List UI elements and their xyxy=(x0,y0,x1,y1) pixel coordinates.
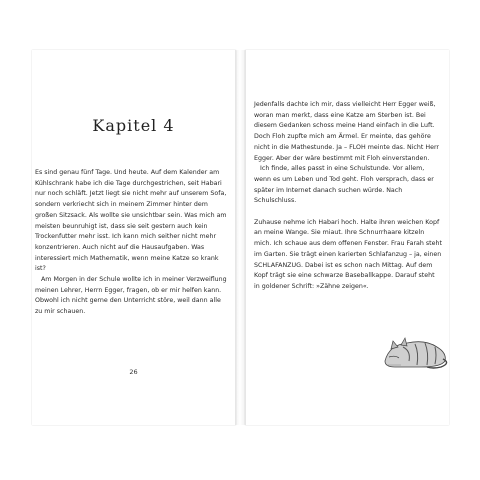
left-page xyxy=(32,50,236,425)
chapter-title: Kapitel 4 xyxy=(92,116,175,135)
right-page-text xyxy=(254,100,442,293)
paragraph: Jedenfalls dachte ich mir, dass vielleicht Herr Egger weiß, woran man merkt, dass eine Katze am Sterben ist. Bei diesem Gedanken schoss meine Hand einfach in die Luft. Doch Floh zupfte mich am Ärmel. Er meinte, das gehöre nicht in die Mathestunde. Ja – FLOH meinte das. Nicht Herr Egger. Aber der wäre bestimmt mit Floh einverstanden. xyxy=(254,101,440,162)
paragraph: Ich finde, alles passt in eine Schulstunde. Vor allem, wenn es um Leben und Tod geht. Floh versprach, dass er später im Internet danach suchen würde. Nach Schulschluss. xyxy=(254,165,434,205)
left-page-text xyxy=(35,168,229,318)
right-page xyxy=(245,50,449,425)
book-gutter xyxy=(235,50,245,425)
page-number: 26 xyxy=(129,368,138,376)
paragraph: Zuhause nehme ich Habari hoch. Halte ihren weichen Kopf an meine Wange. Sie miaut. Ihre Schnurrhaare kitzeln mich. Ich schaue aus dem offenen Fenster. Frau Farah steht im Garten. Sie trägt einen karierten Schlafanzug – ja, einen SCHLAFANZUG. Dabei ist es schon nach Mittag. Auf dem Kopf trägt sie eine schwarze Baseballkappe. Darauf steht in goldener Schrift: »Zähne zeigen«. xyxy=(254,218,442,290)
sleeping-cat-illustration xyxy=(381,327,451,369)
paragraph: Es sind genau fünf Tage. Und heute. Auf dem Kalender am Kühlschrank habe ich die Tage durchgestrichen, seit Habari nur noch schläft. Jetzt liegt sie nicht mehr auf unserem Sofa, sondern verkriecht sich in meinem Zimmer hinter dem großen Sitzsack. Als wollte sie unsichtbar sein. Was mich am meisten beunruhigt ist, dass sie seit gestern auch kein Trockenfutter mehr isst. Ich kann mich seither nicht mehr konzentrieren. Auch nicht auf die Hausaufgaben. Was interessiert mich Mathematik, wenn meine Katze so krank ist? xyxy=(35,169,227,273)
paragraph: Am Morgen in der Schule wollte ich in meiner Verzweiflung meinen Lehrer, Herrn Egger, fragen, ob er mir helfen kann. Obwohl ich nicht gerne den Unterricht störe, weil dann alle zu mir schauen. xyxy=(35,276,227,316)
